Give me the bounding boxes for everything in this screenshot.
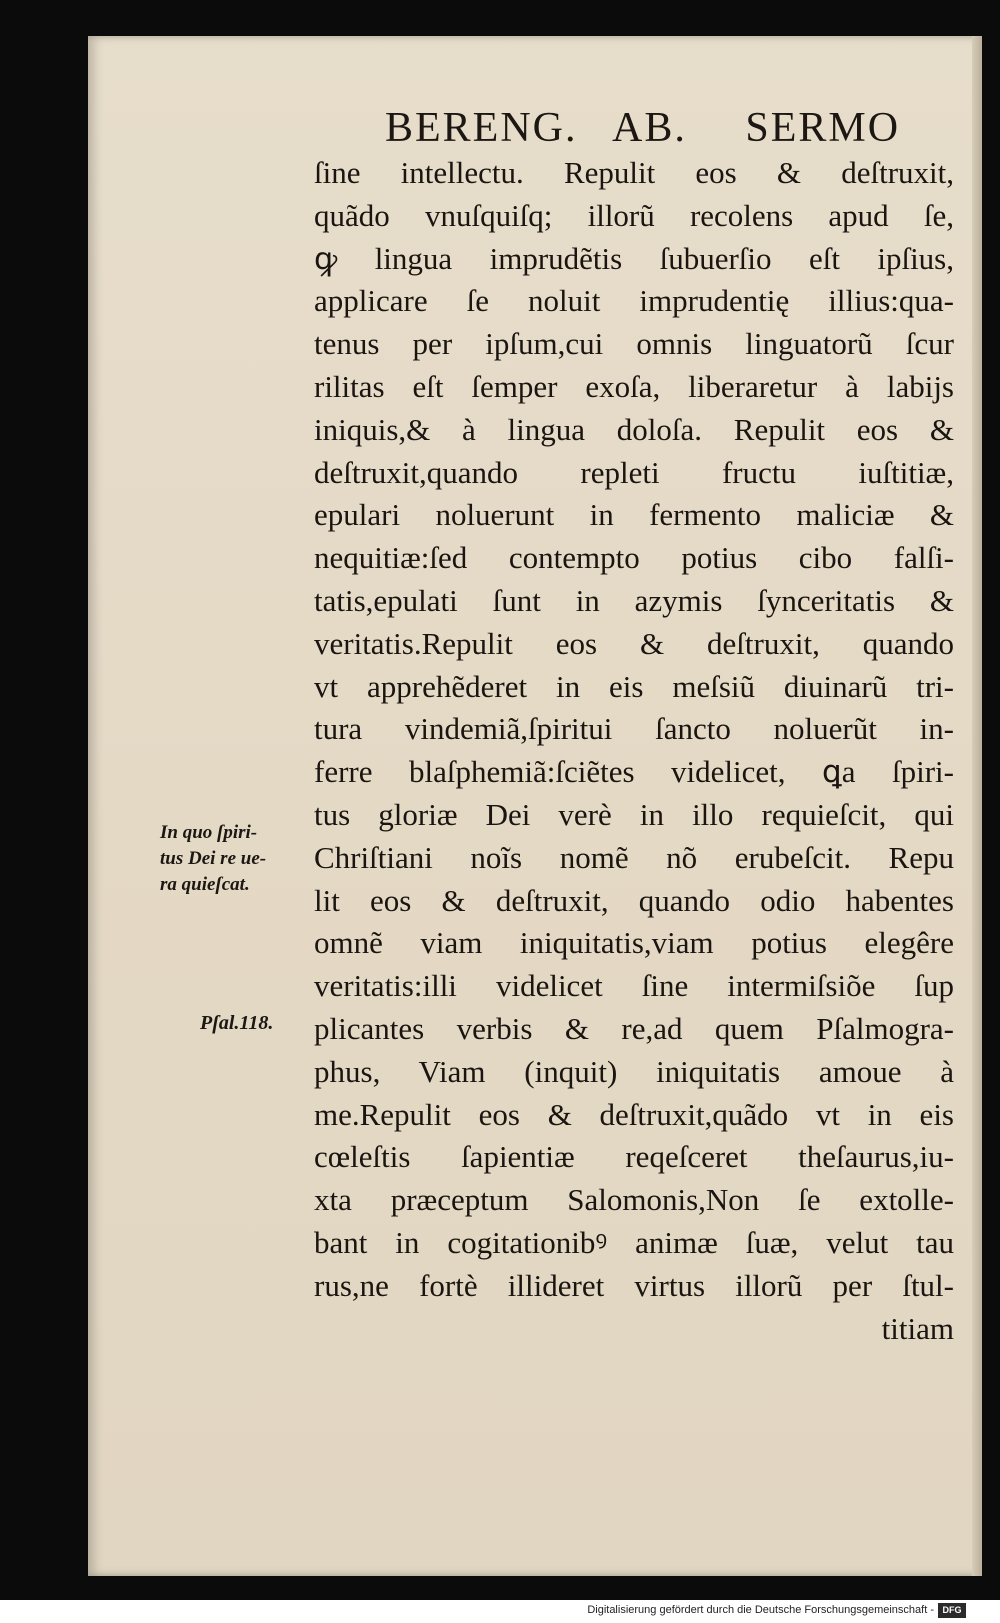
text-line: epulari noluerunt in fermento maliciæ & (314, 497, 954, 533)
dfg-logo-icon: DFG (938, 1603, 966, 1618)
text-line: iniquis,& à lingua doloſa. Repulit eos & (314, 411, 954, 447)
digitization-footer (0, 1600, 1000, 1623)
text-line: omnẽ viam iniquitatis,viam potius elegêre (314, 925, 954, 961)
text-line: tatis,epulati ſunt in azymis ſynceritatis & (314, 582, 954, 618)
text-line: ſine intellectu. Repulit eos & deſtruxit, (314, 155, 954, 190)
text-line: vt apprehẽderet in eis meſsiũ diuinarũ tri- (314, 668, 954, 704)
margin-note-line: ra quieſcat. (160, 874, 250, 895)
text-line: bant in cogitationibꝰ animæ ſuæ, velut tau (314, 1224, 954, 1260)
text-line: Chriſtiani noĩs nomẽ nõ erubeſcit. Repu (314, 839, 954, 875)
text-line: cœleſtis ſapientiæ reqeſceret theſaurus,iu- (314, 1139, 954, 1175)
text-line: rus,ne fortè illideret virtus illorũ per ſtul- (314, 1267, 954, 1303)
text-line: quãdo vnuſquiſq; illorũ recolens apud ſe, (314, 197, 954, 233)
text-line: nequitiæ:ſed contempto potius cibo falſi- (314, 540, 954, 576)
text-line: tura vindemiã,ſpiritui ſancto noluerũt in- (314, 711, 954, 747)
running-head-title: SERMO (745, 105, 901, 151)
main-text-block (314, 152, 954, 1350)
margin-note-line: tus Dei re ue- (160, 848, 267, 869)
margin-note-quiescat (160, 820, 266, 898)
text-line: plicantes verbis & re,ad quem Pſalmogra- (314, 1010, 954, 1046)
text-line-last: titiam (881, 1310, 954, 1346)
margin-note-line: In quo ſpiri- (160, 822, 258, 843)
text-line: veritatis.Repulit eos & deſtruxit, quando (314, 625, 954, 661)
text-line: me.Repulit eos & deſtruxit,quãdo vt in eis (314, 1096, 954, 1132)
page-edge (972, 36, 982, 1576)
text-line: tenus per ipſum,cui omnis linguatorũ ſcur (314, 326, 954, 362)
text-line: ferre blaſphemiã:ſciẽtes videlicet, ꝗa ſpiri- (314, 754, 954, 790)
running-head-author: BERENG. (385, 105, 578, 151)
text-line: tus gloriæ Dei verè in illo requieſcit, qui (314, 796, 954, 832)
text-line: rilitas eſt ſemper exoſa, liberaretur à labijs (314, 368, 954, 404)
text-line: ꝙ lingua imprudẽtis ſubuerſio eſt ipſius, (314, 240, 954, 276)
running-head-section: AB. (612, 105, 687, 151)
text-line: applicare ſe noluit imprudentię illius:qua- (314, 283, 954, 319)
text-line: xta præceptum Salomonis,Non ſe extolle- (314, 1182, 954, 1218)
running-head (385, 104, 905, 154)
text-line: phus, Viam (inquit) iniquitatis amoue à (314, 1053, 954, 1089)
footer-credit: Digitalisierung gefördert durch die Deutsche Forschungsgemeinschaft - (587, 1604, 934, 1616)
text-line: lit eos & deſtruxit, quando odio habentes (314, 882, 954, 918)
margin-note-psalm-reference: Pſal.118. (200, 1012, 274, 1034)
text-line: veritatis:illi videlicet ſine intermiſsiõe ſup (314, 968, 954, 1004)
text-line: deſtruxit,quando repleti fructu iuſtitiæ, (314, 454, 954, 490)
